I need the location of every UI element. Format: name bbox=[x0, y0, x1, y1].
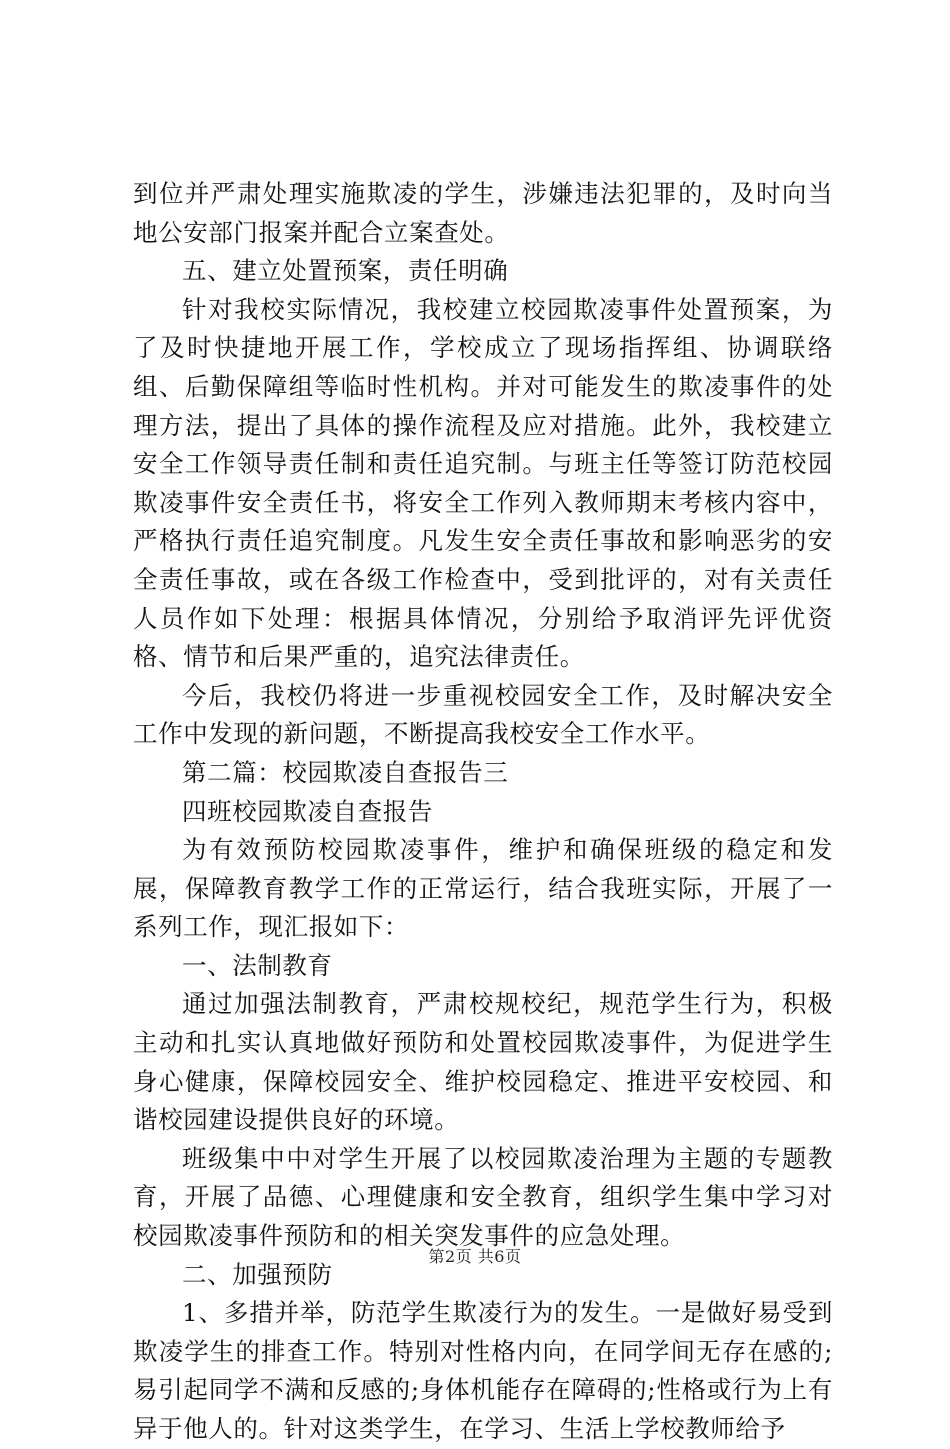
paragraph: 通过加强法制教育，严肃校规校纪，规范学生行为，积极主动和扎实认真地做好预防和处置校园欺凌事件，为促进学生身心健康，保障校园安全、维护校园稳定、推进平安校园、和谐校园建设提供良好的环境。 bbox=[133, 989, 833, 1135]
paragraph: 针对我校实际情况，我校建立校园欺凌事件处置预案，为了及时快捷地开展工作，学校成立了现场指挥组、协调联络组、后勤保障组等临时性机构。并对可能发生的欺凌事件的处理方法，提出了具体的操作流程及应对措施。此外，我校建立安全工作领导责任制和责任追究制。与班主任等签订防范校园欺凌事件安全责任书，将安全工作列入教师期末考核内容中，严格执行责任追究制度。凡发生安全责任事故和影响恶劣的安全责任事故，或在各级工作检查中，受到批评的，对有关责任人员作如下处理：根据具体情况，分别给予取消评先评优资格、情节和后果严重的，追究法律责任。 bbox=[133, 294, 833, 672]
paragraph: 1、多措并举，防范学生欺凌行为的发生。一是做好易受到欺凌学生的排查工作。特别对性格内向，在同学间无存在感的;易引起同学不满和反感的;身体机能存在障碍的;性格或行为上有异于他人的。针对这类学生，在学习、生活上学校教师给予 bbox=[133, 1298, 833, 1443]
paragraph: 五、建立处置预案，责任明确 bbox=[182, 256, 509, 286]
paragraph: 班级集中中对学生开展了以校园欺凌治理为主题的专题教育，开展了品德、心理健康和安全教育，组织学生集中学习对校园欺凌事件预防和的相关突发事件的应急处理。 bbox=[133, 1143, 833, 1251]
paragraph: 为有效预防校园欺凌事件，维护和确保班级的稳定和发展，保障教育教学工作的正常运行，结合我班实际，开展了一系列工作，现汇报如下： bbox=[133, 835, 833, 942]
paragraph: 一、法制教育 bbox=[182, 950, 333, 980]
paragraph: 今后，我校仍将进一步重视校园安全工作，及时解决安全工作中发现的新问题，不断提高我校安全工作水平。 bbox=[133, 680, 833, 749]
paragraph: 二、加强预防 bbox=[182, 1259, 333, 1289]
page-footer: 第2页 共6页 bbox=[428, 1247, 522, 1266]
paragraph: 到位并严肃处理实施欺凌的学生，涉嫌违法犯罪的，及时向当地公安部门报案并配合立案查处。 bbox=[133, 179, 833, 247]
paragraph: 四班校园欺凌自查报告 bbox=[182, 796, 433, 826]
paragraph: 第二篇：校园欺凌自查报告三 bbox=[182, 757, 509, 787]
